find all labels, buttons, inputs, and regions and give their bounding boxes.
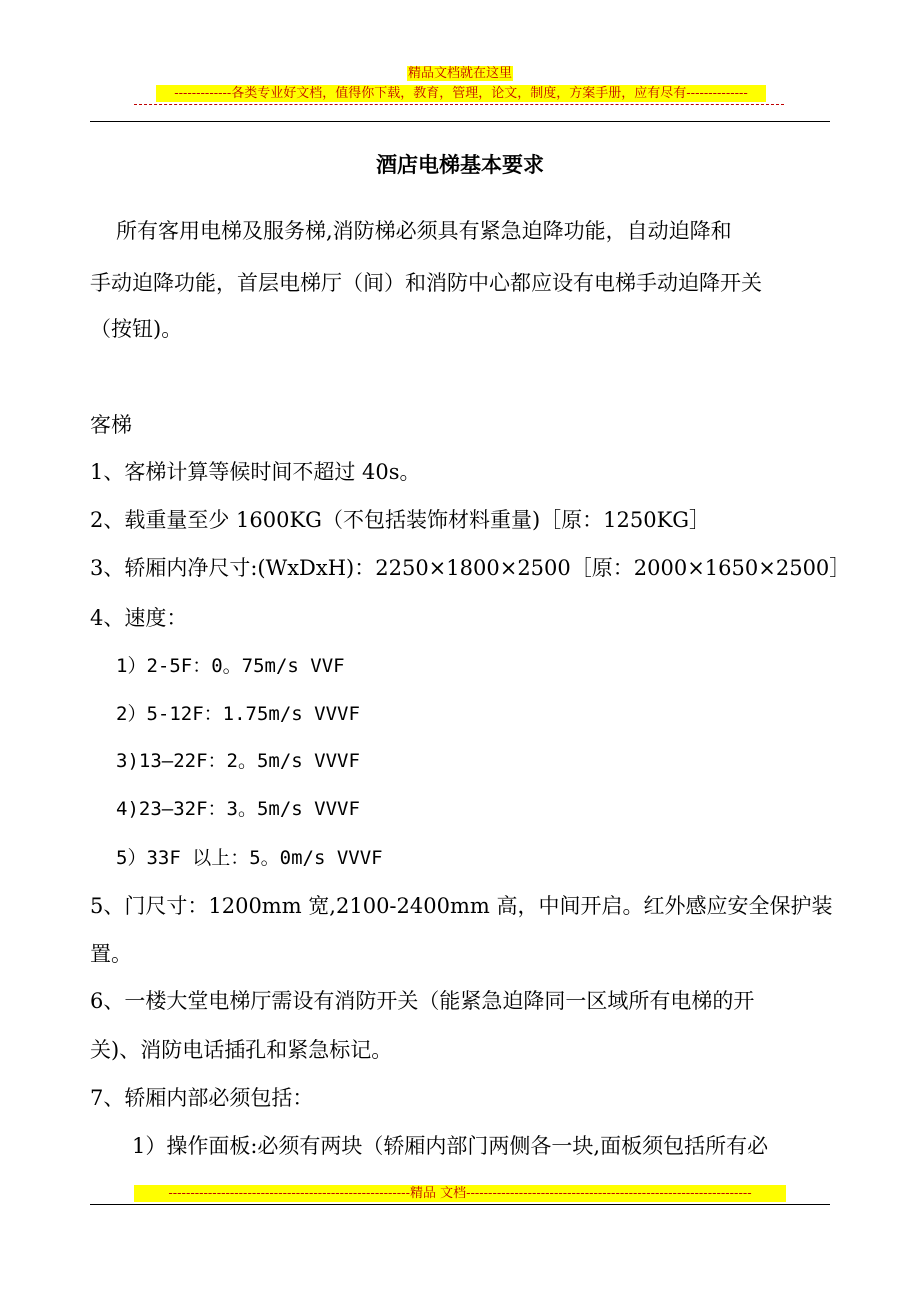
footer-rule xyxy=(90,1204,830,1205)
item-5-line-1: 5、门尺寸：1200mm 宽,2100-2400mm 高，中间开启。红外感应安全保护装 xyxy=(90,894,833,918)
intro-line-2: 手动迫降功能，首层电梯厅（间）和消防中心都应设有电梯手动迫降开关 xyxy=(90,271,762,295)
header-rule xyxy=(90,121,830,122)
footer-banner: -------------------------------------------------------精品 文档----------------------------------------------------------------- xyxy=(134,1185,786,1202)
item-6-line-1: 6、一楼大堂电梯厅需设有消防开关（能紧急迫降同一区域所有电梯的开 xyxy=(90,989,755,1013)
header-dashed-divider xyxy=(134,104,784,105)
speed-item-2: 2）5-12F：1.75m/s VVVF xyxy=(116,703,360,725)
item-5-line-2: 置。 xyxy=(90,942,132,966)
item-1: 1、客梯计算等候时间不超过 40s。 xyxy=(90,460,421,484)
item-7-sub-1: 1）操作面板:必须有两块（轿厢内部门两侧各一块,面板须包括所有必 xyxy=(132,1134,769,1158)
header-banner-title xyxy=(0,66,920,82)
item-2: 2、载重量至少 1600KG（不包括装饰材料重量)［原：1250KG］ xyxy=(90,508,711,532)
header-banner-title-text: 精品文档就在这里 xyxy=(407,66,512,81)
item-3: 3、轿厢内净尺寸:(WxDxH)：2250×1800×2500［原：2000×1650×2500］ xyxy=(90,556,851,580)
header-banner-tagline: -------------各类专业好文档，值得你下载，教育，管理，论文，制度，方案手册，应有尽有-------------- xyxy=(156,85,766,102)
item-7: 7、轿厢内部必须包括： xyxy=(90,1086,314,1110)
intro-line-1: 所有客用电梯及服务梯,消防梯必须具有紧急迫降功能，自动迫降和 xyxy=(116,219,732,243)
speed-item-4: 4)23—32F：3。5m/s VVVF xyxy=(116,798,360,820)
item-4: 4、速度： xyxy=(90,606,188,630)
speed-item-5: 5）33F 以上：5。0m/s VVVF xyxy=(116,847,383,869)
intro-line-3: （按钮)。 xyxy=(90,317,183,341)
document-title: 酒店电梯基本要求 xyxy=(376,152,544,177)
speed-item-3: 3)13—22F：2。5m/s VVVF xyxy=(116,750,360,772)
speed-item-1: 1）2-5F：0。75m/s VVF xyxy=(116,655,345,677)
item-6-line-2: 关)、消防电话插孔和紧急标记。 xyxy=(90,1038,393,1062)
section-heading: 客梯 xyxy=(90,413,132,437)
